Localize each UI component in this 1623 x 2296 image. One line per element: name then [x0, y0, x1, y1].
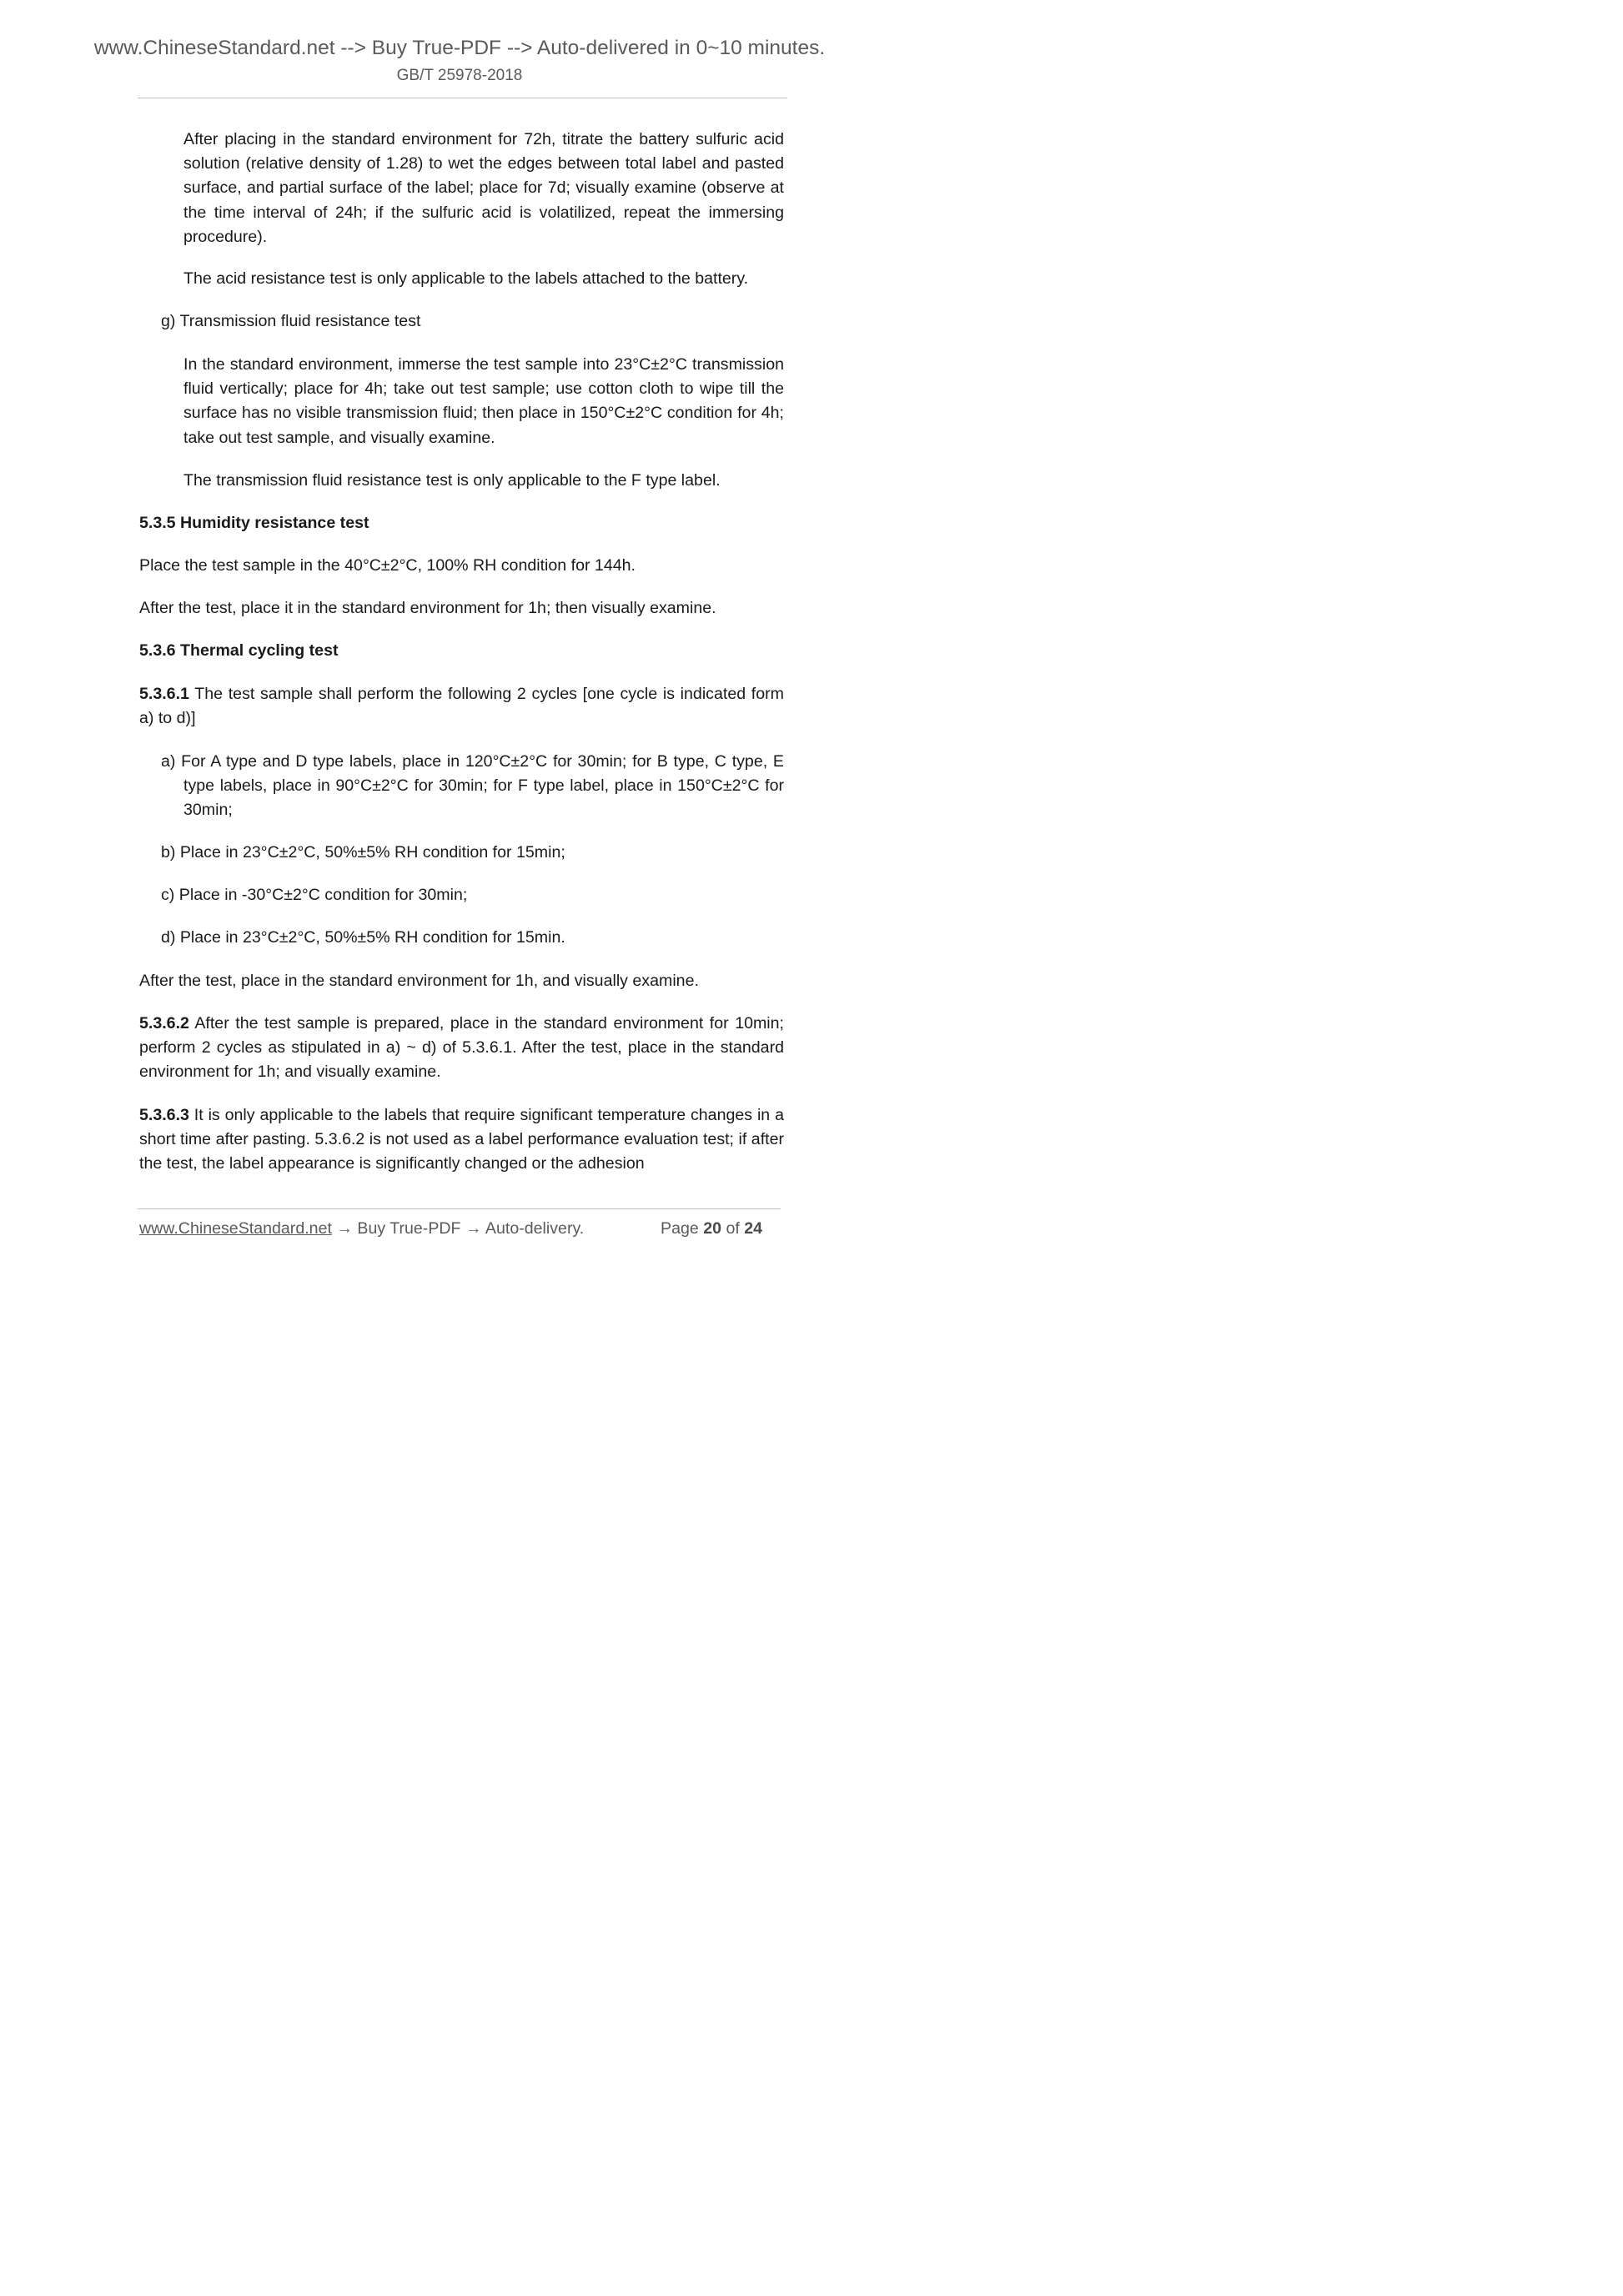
transmission-procedure-paragraph: In the standard environment, immerse the test sample into 23°C±2°C transmission fluid vertically; place for 4h; take out test sample; use cotton cloth to wipe till the surface has no visible transmission fluid; then place in 150°C±2°C condition for 4h; take out test sample, and visually examine.: [183, 355, 784, 447]
section-heading-5-3-5: 5.3.5 Humidity resistance test: [139, 514, 369, 532]
footer-divider: [138, 1208, 781, 1209]
thermal-after-paragraph: After the test, place in the standard environment for 1h, and visually examine.: [139, 972, 699, 990]
footer-tagline: → Buy True-PDF → Auto-delivery.: [331, 1219, 585, 1238]
clause-number: 5.3.6.1: [139, 685, 189, 703]
section-heading-5-3-6: 5.3.6 Thermal cycling test: [139, 641, 339, 660]
transmission-scope-paragraph: The transmission fluid resistance test is only applicable to the F type label.: [183, 471, 721, 490]
clause-text: The test sample shall perform the following 2 cycles [one cycle is indicated form a) to d)]: [139, 685, 784, 728]
list-item-d: d) Place in 23°C±2°C, 50%±5% RH condition for 15min.: [161, 928, 565, 947]
of-label: of: [726, 1219, 740, 1238]
list-item-c: c) Place in -30°C±2°C condition for 30min;: [161, 886, 468, 904]
acid-procedure-paragraph: After placing in the standard environment for 72h, titrate the battery sulfuric acid solution (relative density of 1.28) to wet the edges between total label and pasted surface, and partial surface of the label; place for 7d; visually examine (observe at the time interval of 24h; if the sulfuric acid is volatilized, repeat the immersing procedure).: [183, 130, 784, 246]
acid-scope-paragraph: The acid resistance test is only applicable to the labels attached to the battery.: [183, 269, 749, 288]
clause-5-3-6-2: [139, 1012, 784, 1085]
list-item-a: a) For A type and D type labels, place in 120°C±2°C for 30min; for B type, C type, E type labels, place in 90°C±2°C for 30min; for F type label, place in 150°C±2°C for 30min;: [161, 752, 784, 820]
footer-site-link[interactable]: www.ChineseStandard.net: [139, 1219, 332, 1238]
page-label: Page: [661, 1219, 699, 1238]
clause-text: After the test sample is prepared, place in the standard environment for 10min; perform 2 cycles as stipulated in a) ~ d) of 5.3.6.1. After the test, place in the standard environment for 1h; and visually examine.: [139, 1014, 784, 1082]
clause-5-3-6-1: [139, 682, 784, 731]
clause-number: 5.3.6.2: [139, 1014, 189, 1032]
page-current: 20: [703, 1219, 722, 1238]
page-total: 24: [744, 1219, 763, 1238]
humidity-condition-paragraph: Place the test sample in the 40°C±2°C, 100% RH condition for 144h.: [139, 556, 636, 575]
header-banner: www.ChineseStandard.net --> Buy True-PDF --> Auto-delivered in 0~10 minutes.: [93, 37, 826, 59]
standard-id: GB/T 25978-2018: [396, 67, 523, 84]
list-item-g: g) Transmission fluid resistance test: [161, 312, 421, 330]
footer-left: [139, 1219, 584, 1238]
clause-5-3-6-3: [139, 1103, 784, 1177]
clause-text: It is only applicable to the labels that require significant temperature changes in a short time after pasting. 5.3.6.2 is not used as a label performance evaluation test; if after the test, the label appearance is significantly changed or the adhesion: [139, 1106, 784, 1173]
clause-number: 5.3.6.3: [139, 1106, 189, 1124]
page-indicator: [661, 1219, 762, 1238]
humidity-after-paragraph: After the test, place it in the standard environment for 1h; then visually examine.: [139, 599, 716, 617]
list-item-b: b) Place in 23°C±2°C, 50%±5% RH condition for 15min;: [161, 843, 565, 862]
